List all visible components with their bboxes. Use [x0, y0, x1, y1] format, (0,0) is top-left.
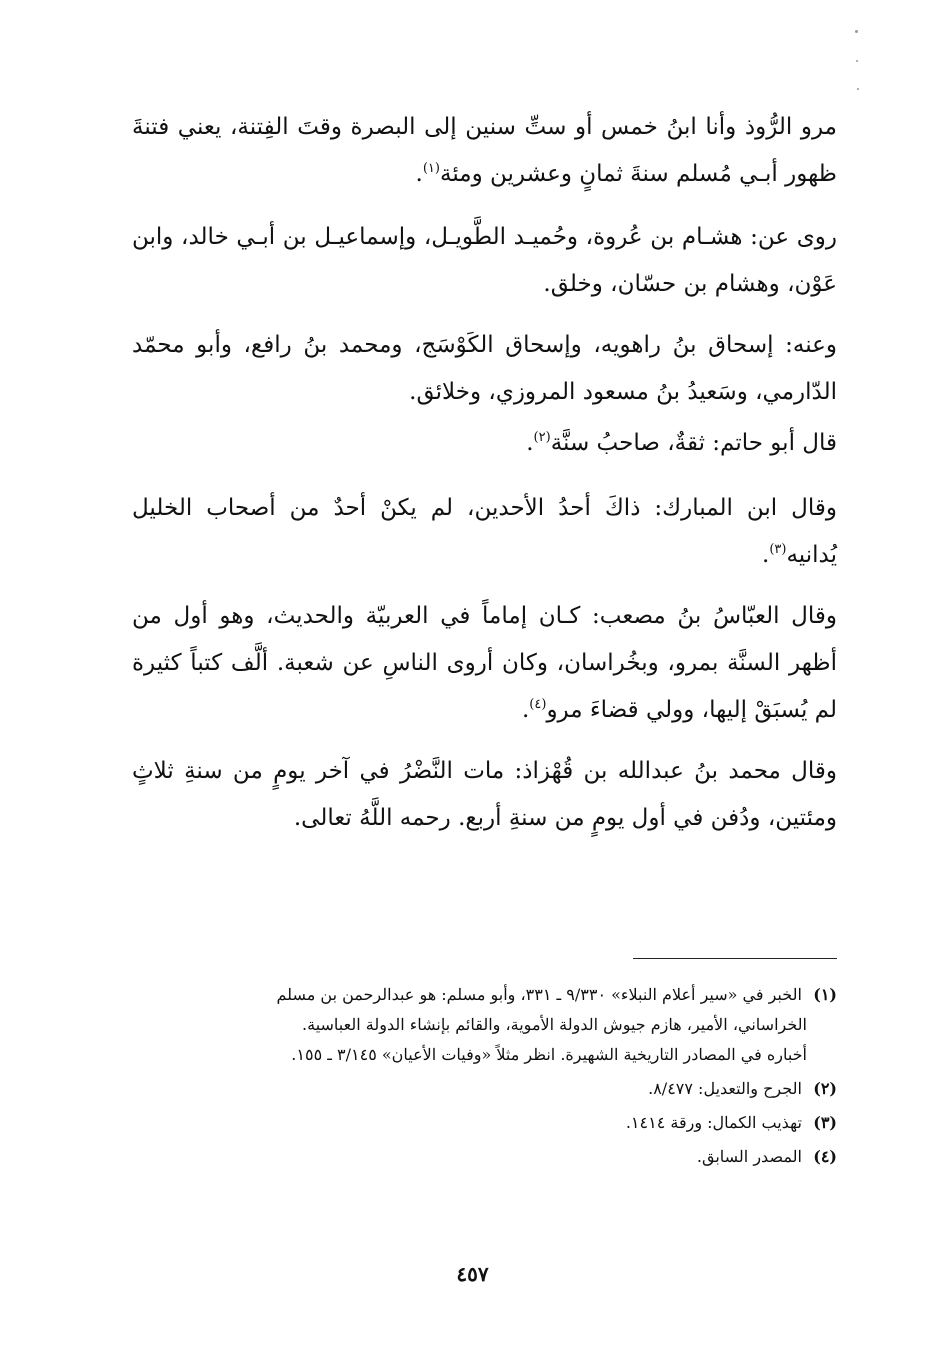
footnote-text: تهذيب الكمال: ورقة ١٤١٤.	[625, 1113, 802, 1132]
footnote-text: المصدر السابق.	[696, 1147, 802, 1166]
footnote-text: أخباره في المصادر التاريخية الشهيرة. انظر مثلاً «وفيات الأعيان» ٣/١٤٥ ـ ١٥٥.	[291, 1045, 807, 1064]
footnote-3	[140, 1108, 837, 1138]
footnote-number: (٤)	[813, 1147, 837, 1166]
paragraph-7	[132, 748, 837, 842]
page-number: ٤٥٧	[456, 1262, 489, 1286]
paragraph-6-end: .	[521, 697, 530, 723]
footnote-ref-3: (٣)	[769, 542, 787, 557]
footnote-number: (٣)	[813, 1113, 837, 1132]
paragraph-5	[132, 485, 837, 579]
footnote-ref-4: (٤)	[529, 697, 547, 712]
footnote-text: الخبر في «سير أعلام النبلاء» ٩/٣٣٠ ـ ٣٣١، وأبو مسلم: هو عبدالرحمن بن مسلم	[276, 985, 802, 1004]
paragraph-6	[132, 593, 837, 734]
footnote-ref-2: (٢)	[533, 430, 551, 445]
paragraph-1-end: .	[415, 161, 423, 187]
paragraph-1-text: مرو الرُّوذ وأنا ابنُ خمس أو ستِّ سنين إلى البصرة وقتَ الفِتنة، يعني فتنةَ ظهور أبـي مُسلم سنةَ ثمانٍ وعشرين ومئة	[132, 114, 837, 187]
paragraph-7-text: وقال محمد بنُ عبدالله بن قُهْزاذ: مات النَّضْرُ في آخر يومٍ من سنةِ ثلاثٍ ومئتين، ودُفن في أول يومٍ من سنةِ أربع. رحمه اللَّهُ تعالى.	[132, 758, 837, 831]
paragraph-3	[132, 322, 837, 416]
footnotes	[140, 980, 837, 1176]
paragraph-4-text: قال أبو حاتم: ثقةٌ، صاحبُ سنَّة	[550, 430, 837, 456]
footnote-4	[140, 1142, 837, 1172]
paragraph-6-text: وقال العبّاسُ بنُ مصعب: كـان إماماً في العربيّة والحديث، وهو أول من أظهر السنَّة بمرو، وبخُراسان، وكان أروى الناسِ عن شعبة. ألَّف كتباً كثيرة لم يُسبَقْ إليها، وولي قضاءَ مرو	[132, 603, 837, 723]
paragraph-5-end: .	[762, 542, 770, 568]
footnote-divider	[633, 958, 837, 959]
footnote-1	[140, 980, 837, 1070]
scan-speck	[855, 30, 858, 33]
paragraph-2-text: روى عن: هشـام بن عُروة، وحُميـد الطَّويـل، وإسماعيـل بن أبـي خالد، وابن عَوْن، وهشام بن حسّان، وخلق.	[132, 224, 837, 297]
paragraph-4	[132, 420, 837, 467]
paragraph-5-text: وقال ابن المبارك: ذاكَ أحدُ الأحدين، لم يكنْ أحدٌ من أصحاب الخليل يُدانيه	[132, 495, 837, 568]
footnote-number: (١)	[813, 985, 837, 1004]
scan-speck	[856, 60, 858, 62]
footnote-number: (٢)	[813, 1079, 837, 1098]
paragraph-3-text: وعنه: إسحاق بنُ راهويه، وإسحاق الكَوْسَج، ومحمد بنُ رافع، وأبو محمّد الدّارمي، وسَعيدُ بنُ مسعود المروزي، وخلائق.	[132, 332, 837, 405]
paragraph-2	[132, 214, 837, 308]
footnote-text: الخراساني، الأمير، هازم جيوش الدولة الأموية، والقائم بإنشاء الدولة العباسية.	[302, 1015, 807, 1034]
footnote-2	[140, 1074, 837, 1104]
main-text	[132, 104, 837, 842]
footnote-ref-1: (١)	[422, 161, 440, 176]
paragraph-1	[132, 104, 837, 198]
scan-speck	[857, 88, 859, 90]
paragraph-4-end: .	[526, 430, 534, 456]
footnote-text: الجرح والتعديل: ٨/٤٧٧.	[648, 1079, 802, 1098]
